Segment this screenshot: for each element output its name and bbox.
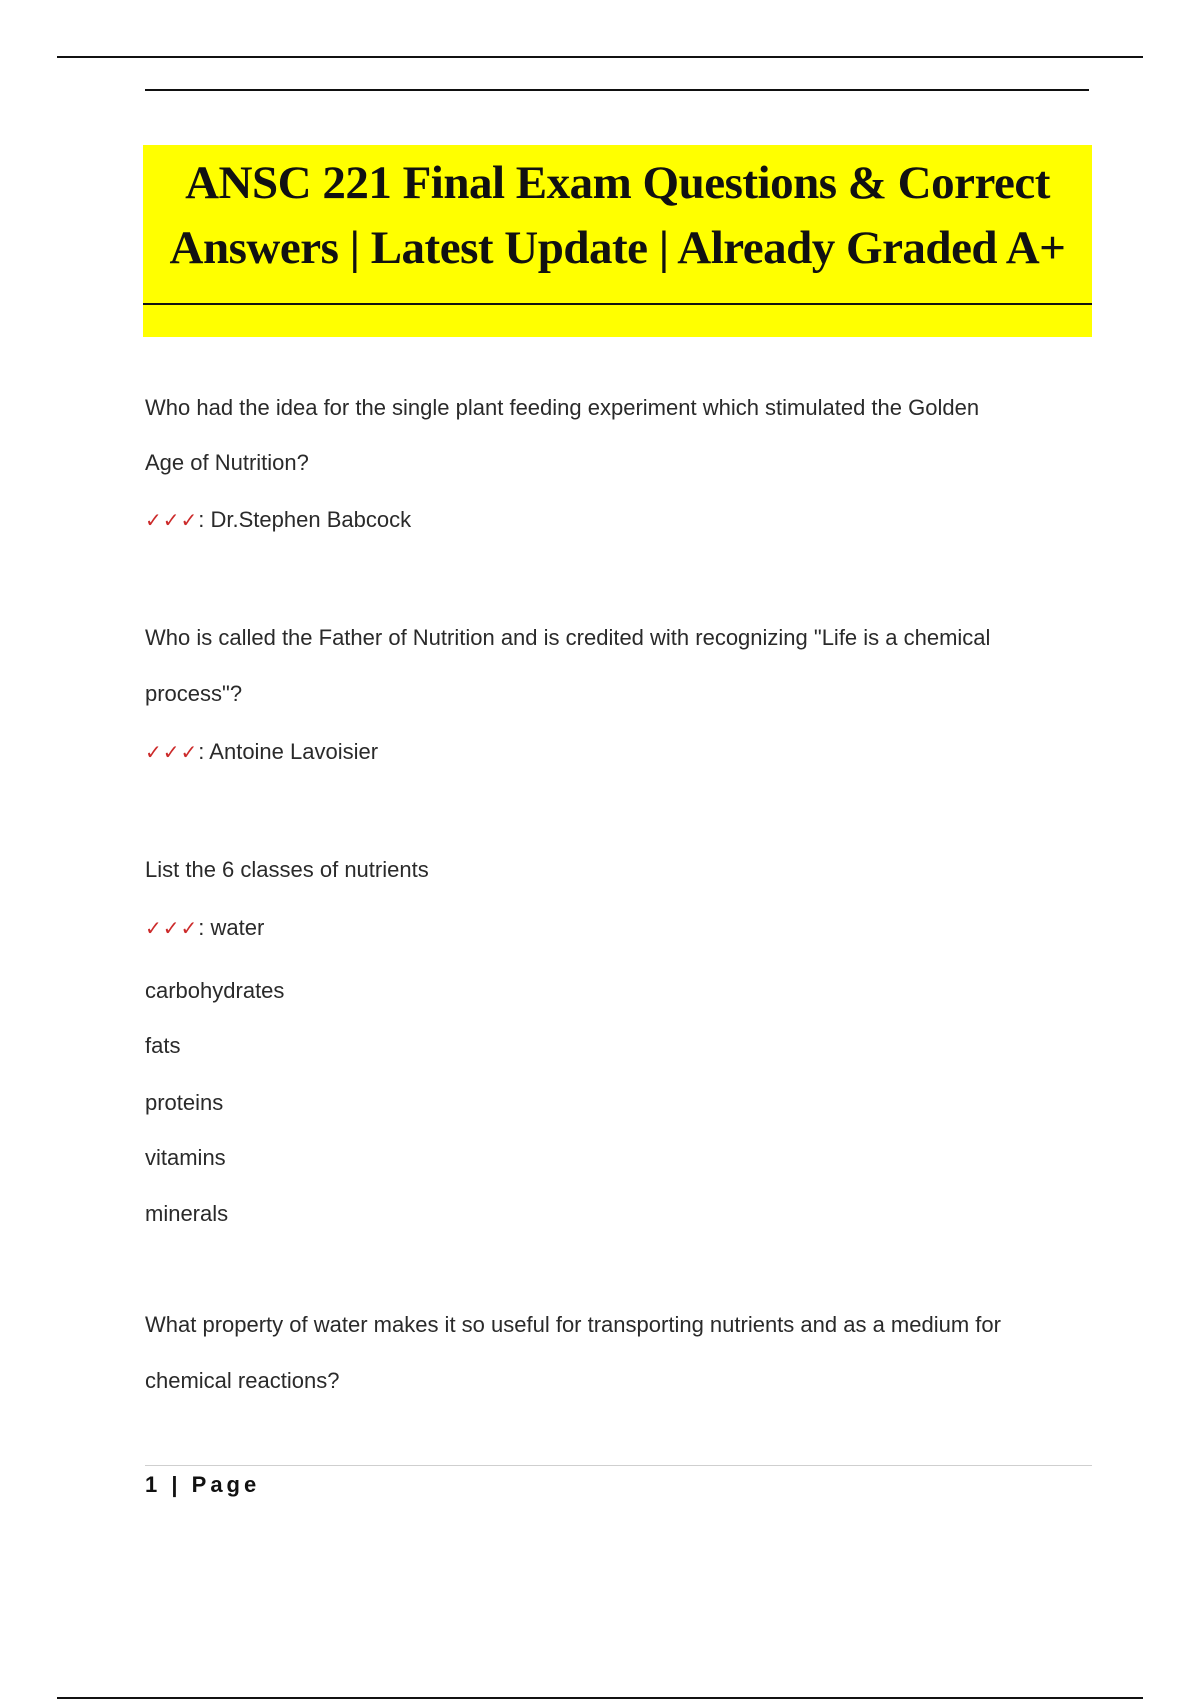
page-label: Page [191, 1472, 261, 1497]
check-mark-icon: ✓✓✓ [145, 916, 199, 940]
title-line-1: ANSC 221 Final Exam Questions & Correct [185, 157, 1050, 209]
answer-2-text: : Antoine Lavoisier [198, 739, 379, 764]
title-underline-rule [143, 303, 1092, 305]
page-bottom-rule [57, 1697, 1143, 1699]
question-2-line-2: process"? [145, 681, 243, 706]
answer-2 [145, 738, 378, 766]
title-line-2: Answers | Latest Update | Already Graded A+ [169, 222, 1066, 274]
answer-3-text: : water [198, 915, 265, 940]
document-title [143, 151, 1092, 281]
question-1-line-2: Age of Nutrition? [145, 450, 309, 475]
question-1-line-1: Who had the idea for the single plant feeding experiment which stimulated the Golden [145, 395, 980, 420]
answer-3-item: proteins [145, 1090, 224, 1115]
page-footer [145, 1472, 260, 1498]
answer-1-text: : Dr.Stephen Babcock [198, 507, 412, 532]
answer-3-item: carbohydrates [145, 978, 285, 1003]
question-2-line-1: Who is called the Father of Nutrition and is credited with recognizing "Life is a chemical [145, 625, 991, 650]
header-rule [145, 89, 1089, 91]
answer-3 [145, 914, 264, 942]
answer-3-item: minerals [145, 1201, 229, 1226]
check-mark-icon: ✓✓✓ [145, 740, 199, 764]
question-3-line-1: List the 6 classes of nutrients [145, 857, 429, 882]
title-banner [143, 145, 1092, 337]
check-mark-icon: ✓✓✓ [145, 508, 199, 532]
question-4-line-2: chemical reactions? [145, 1368, 340, 1393]
answer-3-item: vitamins [145, 1145, 226, 1170]
question-4-line-1: What property of water makes it so useful for transporting nutrients and as a medium for [145, 1312, 1001, 1337]
page-number: 1 [145, 1472, 162, 1497]
answer-1 [145, 506, 411, 534]
answer-3-item: fats [145, 1033, 181, 1058]
page-top-rule [57, 56, 1143, 58]
footer-separator: | [161, 1472, 192, 1497]
footer-rule [145, 1465, 1092, 1466]
